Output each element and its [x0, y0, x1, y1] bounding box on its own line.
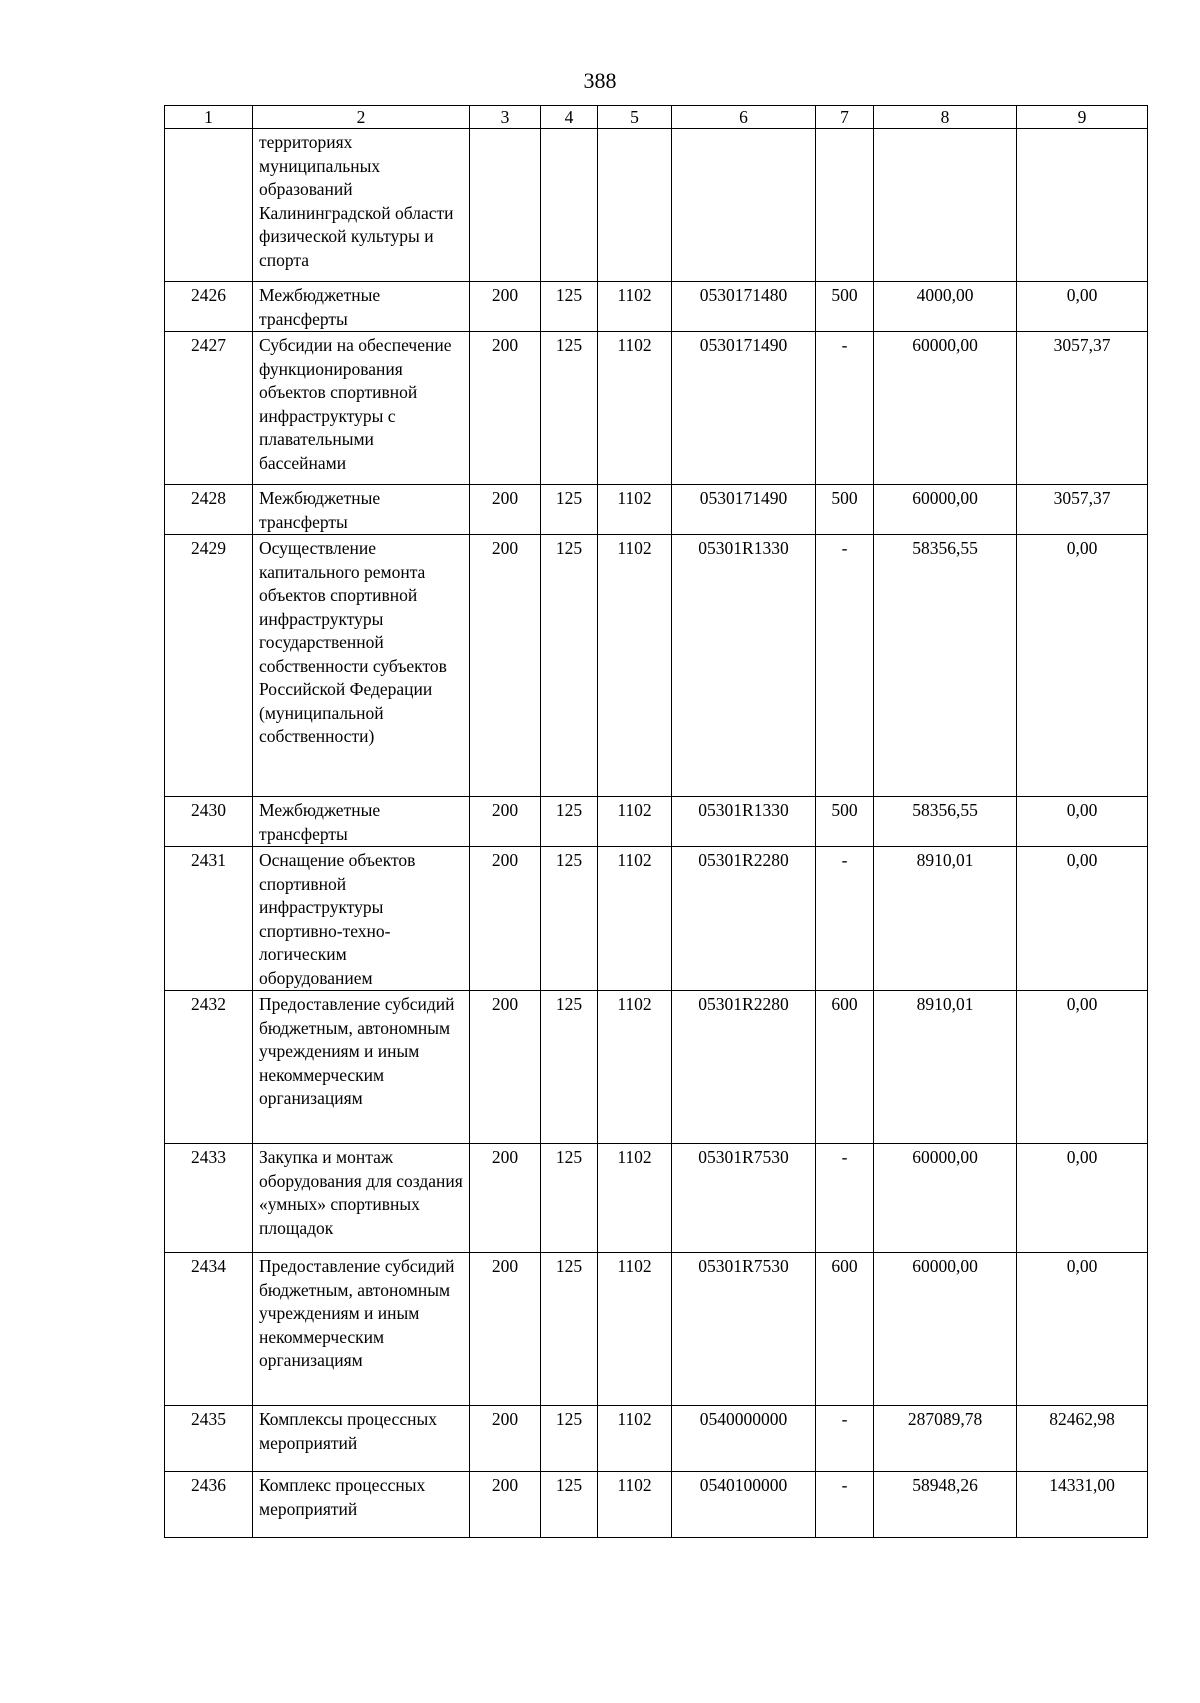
expense-type-cell: 500	[816, 485, 874, 535]
code-cell-3: 200	[470, 1406, 541, 1472]
expense-type-cell: -	[816, 1406, 874, 1472]
item-name-cell: Предоставление субсидий бюджетным, автономным учреждениям и иным некоммерческим организациям	[253, 991, 470, 1144]
target-article-cell: 05301R7530	[672, 1144, 816, 1253]
code-cell-4: 125	[541, 1253, 598, 1406]
target-article-cell: 0530171490	[672, 332, 816, 485]
column-header: 2	[253, 106, 470, 129]
code-cell-4: 125	[541, 1406, 598, 1472]
expense-type-cell: -	[816, 1144, 874, 1253]
code-cell-4: 125	[541, 847, 598, 991]
code-cell-4: 125	[541, 535, 598, 797]
page-number: 388	[583, 68, 617, 93]
table-row	[165, 129, 1148, 282]
expense-type-cell: -	[816, 847, 874, 991]
code-cell-4: 125	[541, 991, 598, 1144]
row-number-cell	[165, 129, 253, 282]
section-code-cell: 1102	[598, 991, 672, 1144]
amount-cell-9: 14331,00	[1017, 1472, 1148, 1538]
amount-cell-9: 0,00	[1017, 1253, 1148, 1406]
expense-type-cell: 500	[816, 797, 874, 847]
column-header: 1	[165, 106, 253, 129]
code-cell-4: 125	[541, 1472, 598, 1538]
row-number-cell: 2435	[165, 1406, 253, 1472]
budget-table	[164, 105, 1148, 1538]
expense-type-cell: -	[816, 1472, 874, 1538]
amount-cell-8: 58356,55	[874, 797, 1017, 847]
code-cell-4: 125	[541, 797, 598, 847]
code-cell-3: 200	[470, 282, 541, 332]
table-row	[165, 535, 1148, 797]
amount-cell-9: 0,00	[1017, 847, 1148, 991]
target-article-cell: 05301R1330	[672, 797, 816, 847]
row-number-cell: 2433	[165, 1144, 253, 1253]
item-name-cell: Предоставление субсидий бюджетным, автономным учреждениям и иным некоммерческим организациям	[253, 1253, 470, 1406]
row-number-cell: 2434	[165, 1253, 253, 1406]
row-number-cell: 2428	[165, 485, 253, 535]
item-name-cell: Межбюджетные трансферты	[253, 797, 470, 847]
section-code-cell: 1102	[598, 535, 672, 797]
table-row	[165, 1144, 1148, 1253]
item-name-cell: Закупка и монтаж оборудования для создания «умных» спортивных площадок	[253, 1144, 470, 1253]
expense-type-cell: -	[816, 332, 874, 485]
target-article-cell: 05301R2280	[672, 847, 816, 991]
column-header: 9	[1017, 106, 1148, 129]
amount-cell-8	[874, 129, 1017, 282]
row-number-cell: 2430	[165, 797, 253, 847]
row-number-cell: 2432	[165, 991, 253, 1144]
code-cell-4: 125	[541, 282, 598, 332]
amount-cell-9	[1017, 129, 1148, 282]
amount-cell-8: 60000,00	[874, 332, 1017, 485]
column-header: 4	[541, 106, 598, 129]
row-number-cell: 2427	[165, 332, 253, 485]
code-cell-3: 200	[470, 535, 541, 797]
amount-cell-8: 8910,01	[874, 847, 1017, 991]
section-code-cell	[598, 129, 672, 282]
expense-type-cell: 600	[816, 1253, 874, 1406]
amount-cell-9: 0,00	[1017, 797, 1148, 847]
code-cell-3: 200	[470, 1472, 541, 1538]
section-code-cell: 1102	[598, 332, 672, 485]
target-article-cell: 0530171490	[672, 485, 816, 535]
amount-cell-8: 4000,00	[874, 282, 1017, 332]
target-article-cell: 0540100000	[672, 1472, 816, 1538]
section-code-cell: 1102	[598, 1253, 672, 1406]
table-row	[165, 991, 1148, 1144]
table-row	[165, 282, 1148, 332]
item-name-cell: Комплексы процессных мероприятий	[253, 1406, 470, 1472]
item-name-cell: Осуществление капитального ремонта объектов спортивной инфраструктуры государственной собственности субъектов Российской Федерации (муниципальной собственности)	[253, 535, 470, 797]
table-header	[165, 106, 1148, 129]
amount-cell-9: 3057,37	[1017, 332, 1148, 485]
row-number-cell: 2431	[165, 847, 253, 991]
column-header: 3	[470, 106, 541, 129]
amount-cell-9: 82462,98	[1017, 1406, 1148, 1472]
amount-cell-9: 0,00	[1017, 1144, 1148, 1253]
amount-cell-9: 0,00	[1017, 282, 1148, 332]
table-row	[165, 1253, 1148, 1406]
code-cell-3: 200	[470, 1253, 541, 1406]
item-name-cell: Субсидии на обеспечение функционирования объектов спортивной инфраструктуры с плавательными бассейнами	[253, 332, 470, 485]
expense-type-cell: -	[816, 535, 874, 797]
table-row	[165, 1472, 1148, 1538]
amount-cell-9: 0,00	[1017, 991, 1148, 1144]
section-code-cell: 1102	[598, 282, 672, 332]
column-header: 5	[598, 106, 672, 129]
amount-cell-8: 287089,78	[874, 1406, 1017, 1472]
item-name-cell: Межбюджетные трансферты	[253, 485, 470, 535]
column-header: 6	[672, 106, 816, 129]
code-cell-4: 125	[541, 332, 598, 485]
item-name-cell: Оснащение объектов спортивной инфраструктуры спортивно-техно-логическим оборудованием	[253, 847, 470, 991]
code-cell-3: 200	[470, 797, 541, 847]
expense-type-cell: 500	[816, 282, 874, 332]
row-number-cell: 2436	[165, 1472, 253, 1538]
amount-cell-8: 60000,00	[874, 1253, 1017, 1406]
amount-cell-9: 0,00	[1017, 535, 1148, 797]
amount-cell-8: 58356,55	[874, 535, 1017, 797]
amount-cell-8: 8910,01	[874, 991, 1017, 1144]
section-code-cell: 1102	[598, 1406, 672, 1472]
column-header: 7	[816, 106, 874, 129]
code-cell-3	[470, 129, 541, 282]
amount-cell-8: 60000,00	[874, 1144, 1017, 1253]
section-code-cell: 1102	[598, 797, 672, 847]
code-cell-3: 200	[470, 991, 541, 1144]
target-article-cell: 0540000000	[672, 1406, 816, 1472]
section-code-cell: 1102	[598, 847, 672, 991]
amount-cell-8: 58948,26	[874, 1472, 1017, 1538]
item-name-cell: Межбюджетные трансферты	[253, 282, 470, 332]
code-cell-4: 125	[541, 485, 598, 535]
section-code-cell: 1102	[598, 485, 672, 535]
row-number-cell: 2426	[165, 282, 253, 332]
table-row	[165, 797, 1148, 847]
amount-cell-8: 60000,00	[874, 485, 1017, 535]
expense-type-cell: 600	[816, 991, 874, 1144]
item-name-cell: территориях муниципальных образований Калининградской области физической культуры и спорта	[253, 129, 470, 282]
section-code-cell: 1102	[598, 1144, 672, 1253]
target-article-cell	[672, 129, 816, 282]
table-row	[165, 332, 1148, 485]
target-article-cell: 0530171480	[672, 282, 816, 332]
code-cell-4: 125	[541, 1144, 598, 1253]
table-body	[165, 129, 1148, 1538]
row-number-cell: 2429	[165, 535, 253, 797]
code-cell-3: 200	[470, 1144, 541, 1253]
header-row	[165, 106, 1148, 129]
target-article-cell: 05301R2280	[672, 991, 816, 1144]
item-name-cell: Комплекс процессных мероприятий	[253, 1472, 470, 1538]
column-header: 8	[874, 106, 1017, 129]
code-cell-3: 200	[470, 332, 541, 485]
code-cell-3: 200	[470, 485, 541, 535]
target-article-cell: 05301R7530	[672, 1253, 816, 1406]
amount-cell-9: 3057,37	[1017, 485, 1148, 535]
table-row	[165, 847, 1148, 991]
table-row	[165, 485, 1148, 535]
expense-type-cell	[816, 129, 874, 282]
section-code-cell: 1102	[598, 1472, 672, 1538]
code-cell-3: 200	[470, 847, 541, 991]
table-row	[165, 1406, 1148, 1472]
code-cell-4	[541, 129, 598, 282]
target-article-cell: 05301R1330	[672, 535, 816, 797]
